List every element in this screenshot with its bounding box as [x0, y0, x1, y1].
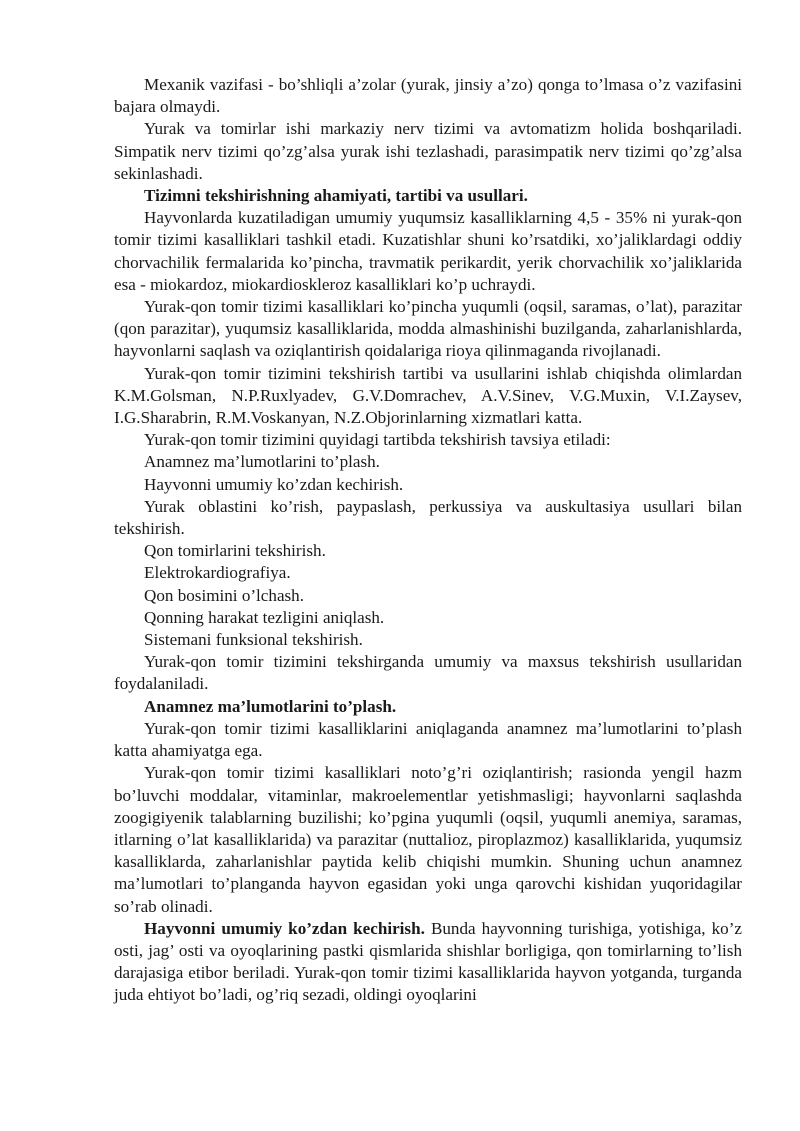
paragraph-text: Yurak-qon tomir tizimini tekshirganda umumiy va maxsus tekshirish usullaridan foydalaniladi. [114, 652, 742, 694]
section-heading [114, 185, 742, 207]
paragraph-text: Anamnez ma’lumotlarini to’plash. [144, 452, 380, 472]
paragraph [114, 762, 742, 917]
paragraph-text: Yurak-qon tomir tizimi kasalliklari noto’g’ri oziqlantirish; rasionda yengil hazm bo’luvchi moddalar, vitaminlar, makroelementlar yetishmasligi; hayvonlarni saqlashda zoogigiyenik talablarning buzilishi; ko’pgina yuqumli (oqsil, yuqumli anemiya, saramas, itlarning o’lat kasalliklarida) va parazitar (nuttalioz, piroplazmoz) kasalliklarida, yuqumsiz kasalliklarda, zaharlanishlar paytida kelib chiqishi mumkin. Shuning uchun anamnez ma’lumotlari to’planganda hayvon egasidan yoki unga qarovchi kishidan yuqoridagilar so’rab olinadi. [114, 763, 742, 916]
paragraph-text: Qon bosimini o’lchash. [144, 585, 305, 605]
list-item [114, 474, 742, 496]
paragraph-text: Mexanik vazifasi - bo’shliqli a’zolar (yurak, jinsiy a’zo) qonga to’lmasa o’z vazifasini bajara olmaydi. [114, 75, 742, 117]
paragraph-text: Yurak va tomirlar ishi markaziy nerv tizimi va avtomatizm holida boshqariladi. Simpatik nerv tizimi qo’zg’alsa yurak ishi tezlashadi, parasimpatik nerv tizimi qo’zg’alsa sekinlashadi. [114, 119, 742, 183]
paragraph [114, 363, 742, 430]
paragraph [114, 651, 742, 695]
list-item [114, 607, 742, 629]
paragraph-text: Elektrokardiografiya. [144, 563, 291, 583]
paragraph-heading: Anamnez ma’lumotlarini to’plash. [144, 696, 397, 716]
paragraph [114, 118, 742, 185]
paragraph [114, 207, 742, 296]
list-item [114, 585, 742, 607]
paragraph-text: Yurak-qon tomir tizimini tekshirish tartibi va usullarini ishlab chiqishda olimlardan K.M.Golsman, N.P.Ruxlyadev, G.V.Domrachev, A.V.Sinev, V.G.Muxin, V.I.Zaysev, I.G.Sharabrin, R.M.Voskanyan, N.Z.Objorinlarning xizmatlari katta. [114, 363, 742, 428]
paragraph-text: Yurak-qon tomir tizimi kasalliklarini aniqlaganda anamnez ma’lumotlarini to’plash katta ahamiyatga ega. [114, 718, 742, 761]
paragraph-text: Yurak-qon tomir tizimini quyidagi tartibda tekshirish tavsiya etiladi: [144, 430, 611, 450]
paragraph [114, 296, 742, 363]
paragraph-text: Yurak-qon tomir tizimi kasalliklari ko’pincha yuqumli (oqsil, saramas, o’lat), parazitar (qon parazitar), yuqumsiz kasalliklarida, modda almashinishi buzilganda, zaharlanishlarda, hayvonlarni saqlash va oziqlantirish qoidalariga rioya qilinmaganda rivojlanadi. [114, 297, 742, 361]
section-heading [114, 696, 742, 718]
paragraph-heading: Tizimni tekshirishning ahamiyati, tartibi va usullari. [144, 186, 528, 206]
paragraph-text: Hayvonni umumiy ko’zdan kechirish. [144, 474, 404, 494]
paragraph-text: Yurak oblastini ko’rish, paypaslash, perkussiya va auskultasiya usullari bilan tekshirish. [114, 496, 742, 539]
paragraph [114, 918, 742, 1007]
paragraph-text: Hayvonlarda kuzatiladigan umumiy yuqumsiz kasalliklarning 4,5 - 35% ni yurak-qon tomir tizimi kasalliklari tashkil etadi. Kuzatishlar shuni ko’rsatdiki, xo’jaliklardagi oddiy chorvachilik fermalarida ko’pincha, travmatik perikardit, yerik chorvachilik xo’jaliklarida esa - miokardoz, miokardioskleroz kasalliklari ko’p uchraydi. [114, 208, 742, 294]
list-item [114, 629, 742, 651]
list-item [114, 451, 742, 473]
paragraph [114, 74, 742, 118]
paragraph [114, 718, 742, 762]
document-page [114, 74, 742, 1007]
list-item [114, 496, 742, 540]
list-item [114, 540, 742, 562]
paragraph-text: Qon tomirlarini tekshirish. [144, 541, 326, 561]
paragraph-text: Sistemani funksional tekshirish. [144, 630, 363, 650]
list-item [114, 562, 742, 584]
paragraph-text: Bunda hayvonning turishiga, yotishiga, ko’z osti, jag’ osti va oyoqlarining pastki qismlarida shishlar borligiga, qon tomirlarning to’lish darajasiga etibor beriladi. Yurak-qon tomir tizimi kasalliklarida hayvon yotganda, turganda juda ehtiyot bo’ladi, og’riq sezadi, oldingi oyoqlarini [114, 918, 743, 1005]
paragraph-heading: Hayvonni umumiy ko’zdan kechirish. [144, 918, 425, 938]
paragraph-text: Qonning harakat tezligini aniqlash. [144, 607, 385, 627]
paragraph [114, 429, 742, 451]
